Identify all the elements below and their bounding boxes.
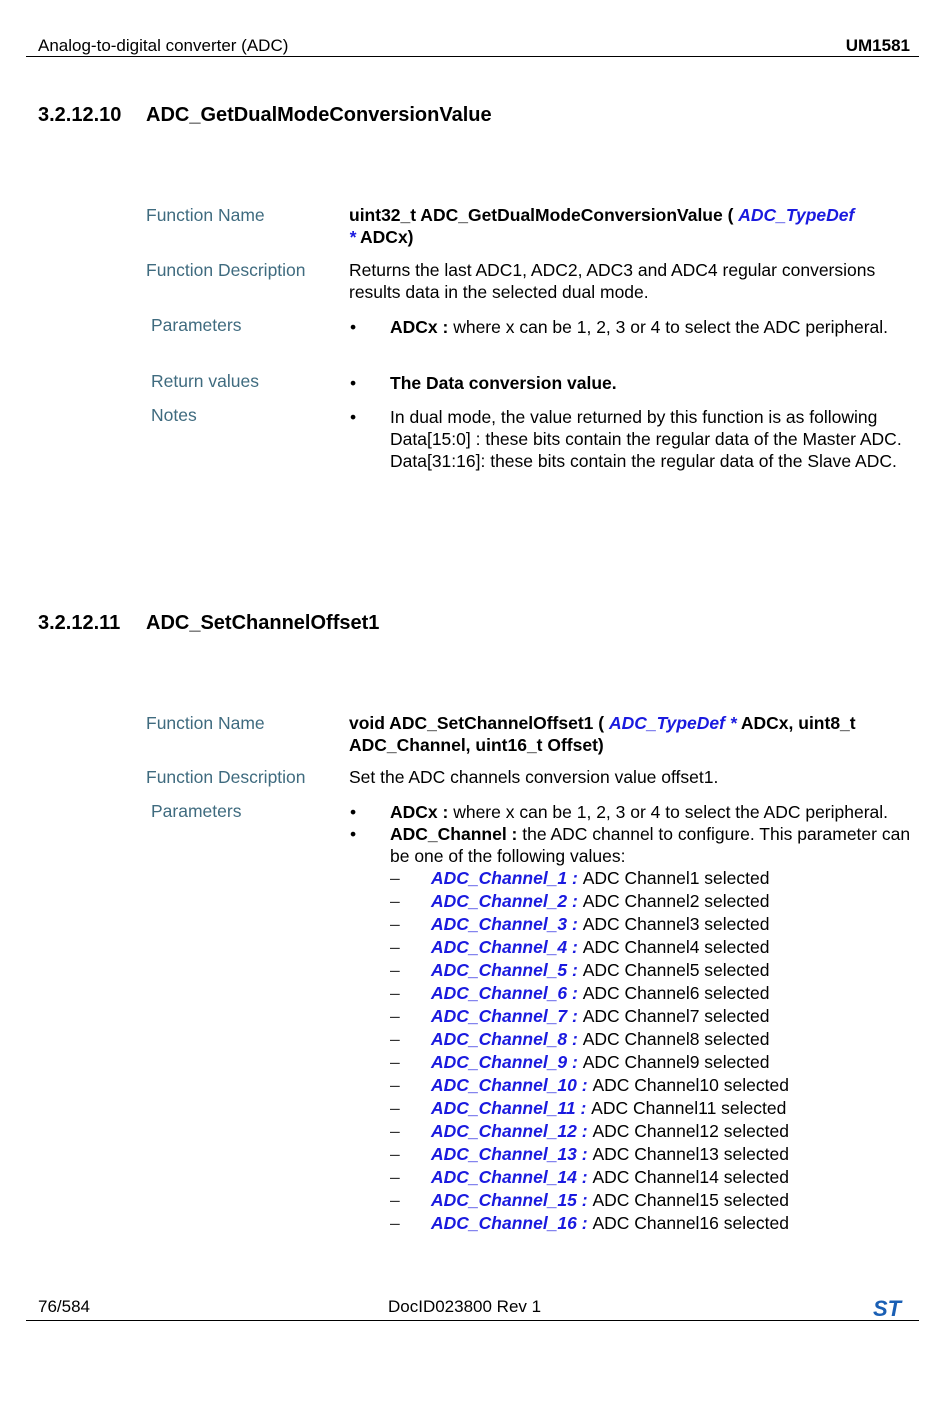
channel-name-link[interactable]: ADC_Channel_3 :	[431, 914, 583, 934]
page-number: 76/584	[38, 1297, 90, 1316]
list-item	[390, 1166, 914, 1189]
channel-desc: ADC Channel13 selected	[592, 1144, 789, 1164]
section-number: 3.2.12.11	[38, 612, 121, 634]
channel-desc: ADC Channel5 selected	[582, 960, 770, 980]
list-item	[349, 801, 914, 823]
list-item	[390, 1097, 914, 1120]
list-item	[390, 1028, 914, 1051]
st-logo-text: ST	[872, 1296, 902, 1320]
list-item	[349, 372, 914, 394]
notes-list	[349, 406, 914, 472]
section-number: 3.2.12.10	[38, 104, 122, 126]
channel-desc: ADC Channel11 selected	[591, 1098, 787, 1118]
bullet: •	[350, 407, 357, 427]
list-item	[390, 1143, 914, 1166]
label-function-name: Function Name	[146, 205, 265, 225]
dash: –	[390, 1144, 400, 1164]
dash: –	[390, 1029, 400, 1049]
section-title: ADC_SetChannelOffset1	[146, 612, 380, 634]
function-description: Set the ADC channels conversion value offset1.	[349, 767, 719, 787]
footer-rule	[26, 1320, 919, 1321]
running-header-title: Analog-to-digital converter (ADC)	[38, 36, 289, 55]
header-rule	[26, 56, 919, 57]
bullet: •	[350, 317, 357, 337]
bullet: •	[350, 373, 357, 393]
list-item	[390, 982, 914, 1005]
dash: –	[390, 983, 400, 1003]
fn-type-link[interactable]: ADC_TypeDef *	[608, 713, 737, 733]
return-value: The Data conversion value.	[390, 373, 617, 393]
channel-name-link[interactable]: ADC_Channel_15 :	[431, 1190, 593, 1210]
document-id-header: UM1581	[845, 36, 910, 55]
channel-name-link[interactable]: ADC_Channel_6 :	[431, 983, 583, 1003]
list-item	[390, 1212, 914, 1235]
channel-desc: ADC Channel10 selected	[592, 1075, 789, 1095]
fn-suffix: ADCx)	[355, 227, 414, 247]
dash: –	[390, 1213, 400, 1233]
label-return-values: Return values	[151, 371, 259, 391]
dash: –	[390, 1167, 400, 1187]
channel-desc: ADC Channel14 selected	[592, 1167, 789, 1187]
dash: –	[390, 914, 400, 934]
dash: –	[390, 960, 400, 980]
channel-desc: ADC Channel12 selected	[592, 1121, 789, 1141]
param-name: ADCx :	[390, 317, 454, 337]
channel-name-link[interactable]: ADC_Channel_10 :	[431, 1075, 593, 1095]
channel-name-link[interactable]: ADC_Channel_5 :	[431, 960, 583, 980]
channel-desc: ADC Channel7 selected	[582, 1006, 770, 1026]
channel-value-list	[390, 867, 914, 1235]
document-reference: DocID023800 Rev 1	[388, 1297, 542, 1316]
channel-name-link[interactable]: ADC_Channel_2 :	[431, 891, 583, 911]
param-text: where x can be 1, 2, 3 or 4 to select the ADC peripheral.	[453, 317, 889, 337]
param-name: ADCx :	[390, 802, 454, 822]
list-item	[390, 867, 914, 890]
dash: –	[390, 1006, 400, 1026]
channel-name-link[interactable]: ADC_Channel_4 :	[431, 937, 583, 957]
param-text: the ADC channel to configure. This parameter can be one of the following values:	[390, 824, 911, 866]
list-item	[390, 959, 914, 982]
dash: –	[390, 891, 400, 911]
label-function-description: Function Description	[146, 260, 306, 280]
fn-suffix: ADCx, uint8_t ADC_Channel, uint16_t Offset)	[349, 713, 856, 755]
channel-desc: ADC Channel15 selected	[592, 1190, 789, 1210]
list-item	[390, 1051, 914, 1074]
section-title: ADC_GetDualModeConversionValue	[146, 104, 492, 126]
dash: –	[390, 868, 400, 888]
dash: –	[390, 1190, 400, 1210]
channel-name-link[interactable]: ADC_Channel_1 :	[431, 868, 583, 888]
label-notes: Notes	[151, 405, 197, 425]
list-item	[390, 1120, 914, 1143]
bullet: •	[350, 802, 357, 822]
st-logo-icon	[866, 1296, 908, 1320]
channel-desc: ADC Channel1 selected	[582, 868, 770, 888]
list-item	[349, 823, 914, 1235]
list-item	[390, 1074, 914, 1097]
param-name: ADC_Channel :	[390, 824, 523, 844]
bullet: •	[350, 824, 357, 844]
fn-type-star: *	[349, 227, 356, 247]
channel-desc: ADC Channel3 selected	[582, 914, 770, 934]
channel-name-link[interactable]: ADC_Channel_16 :	[431, 1213, 593, 1233]
dash: –	[390, 1098, 400, 1118]
list-item	[349, 406, 914, 472]
channel-desc: ADC Channel8 selected	[582, 1029, 770, 1049]
dash: –	[390, 937, 400, 957]
channel-name-link[interactable]: ADC_Channel_14 :	[431, 1167, 593, 1187]
channel-desc: ADC Channel2 selected	[582, 891, 770, 911]
channel-desc: ADC Channel4 selected	[582, 937, 770, 957]
function-signature	[349, 204, 911, 248]
parameter-list	[349, 801, 914, 1235]
fn-prefix: void ADC_SetChannelOffset1 (	[349, 713, 609, 733]
channel-desc: ADC Channel16 selected	[592, 1213, 789, 1233]
channel-name-link[interactable]: ADC_Channel_8 :	[431, 1029, 583, 1049]
label-parameters: Parameters	[151, 315, 242, 335]
channel-desc: ADC Channel6 selected	[582, 983, 770, 1003]
return-list	[349, 372, 914, 394]
function-signature	[349, 712, 911, 756]
dash: –	[390, 1121, 400, 1141]
list-item	[390, 1005, 914, 1028]
list-item	[349, 316, 914, 338]
list-item	[390, 1189, 914, 1212]
parameter-list	[349, 316, 914, 338]
dash: –	[390, 1052, 400, 1072]
label-parameters: Parameters	[151, 801, 242, 821]
fn-type-link[interactable]: ADC_TypeDef	[738, 205, 855, 225]
channel-name-link[interactable]: ADC_Channel_11 :	[431, 1098, 592, 1118]
list-item	[390, 890, 914, 913]
channel-desc: ADC Channel9 selected	[582, 1052, 770, 1072]
label-function-description: Function Description	[146, 767, 306, 787]
function-description: Returns the last ADC1, ADC2, ADC3 and ADC4 regular conversions results data in the selected dual mode.	[349, 260, 876, 302]
list-item	[390, 936, 914, 959]
label-function-name: Function Name	[146, 713, 265, 733]
list-item	[390, 913, 914, 936]
note-text: In dual mode, the value returned by this function is as following Data[15:0] : these bits contain the regular data of the Master ADC. Data[31:16]: these bits contain the regular data of the Slave ADC.	[390, 407, 902, 471]
dash: –	[390, 1075, 400, 1095]
channel-name-link[interactable]: ADC_Channel_13 :	[431, 1144, 593, 1164]
channel-name-link[interactable]: ADC_Channel_12 :	[431, 1121, 593, 1141]
channel-name-link[interactable]: ADC_Channel_7 :	[431, 1006, 583, 1026]
param-text: where x can be 1, 2, 3 or 4 to select the ADC peripheral.	[453, 802, 889, 822]
channel-name-link[interactable]: ADC_Channel_9 :	[431, 1052, 583, 1072]
fn-prefix: uint32_t ADC_GetDualModeConversionValue (	[349, 205, 739, 225]
